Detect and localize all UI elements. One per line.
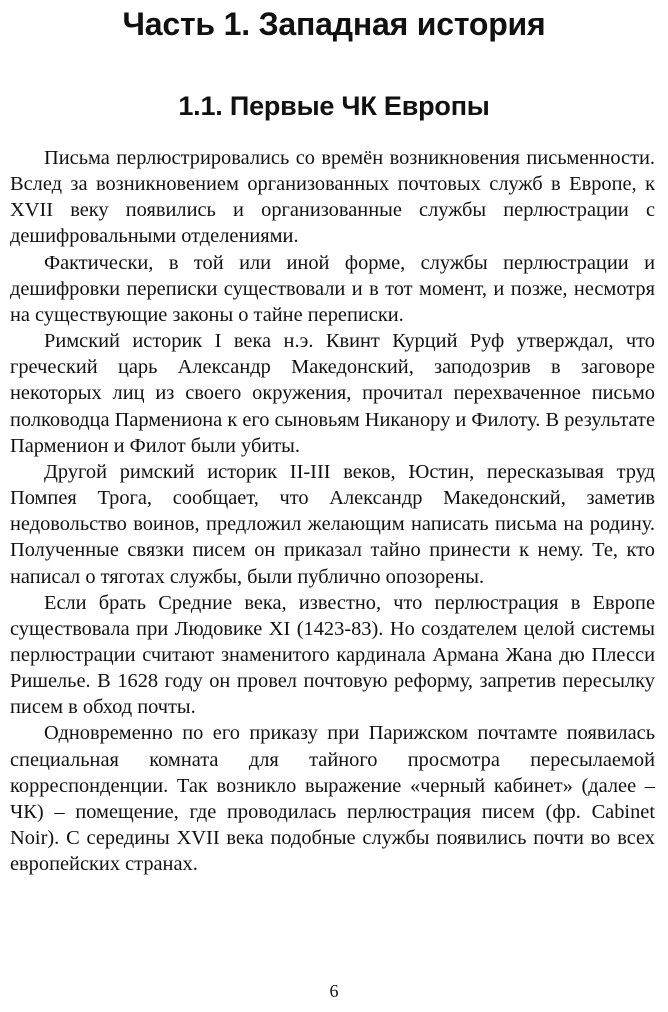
body-text — [10, 145, 655, 877]
paragraph-1: Письма перлюстрировались со времён возникновения письменности. Вслед за возникновением организованных почтовых служб в Европе, к XVII веку появились и организованные службы перлюстрации с дешифровальными отделениями. — [10, 147, 655, 248]
paragraph-4: Другой римский историк II-III веков, Юстин, пересказывая труд Помпея Трога, сообщает, что Александр Македонский, заметив недовольство воинов, предложил желающим написать письма на родину. Полученные связки писем он приказал тайно принести к нему. Те, кто написал о тяготах службы, были публично опозорены. — [10, 460, 655, 588]
paragraph-3: Римский историк I века н.э. Квинт Курций Руф утверждал, что греческий царь Александр Македонский, заподозрив в заговоре некоторых лиц из своего окружения, прочитал перехваченное письмо полководца Пармениона к его сыновьям Никанору и Филоту. В результате Парменион и Филот были убиты. — [10, 330, 655, 457]
chapter-title: Часть 1. Западная история — [122, 6, 546, 42]
paragraph-5: Если брать Средние века, известно, что перлюстрация в Европе существовала при Людовике XI (1423-83). Но создателем целой системы перлюстрации считают знаменитого кардинала Армана Жана дю Плесси Ришелье. В 1628 году он провел почтовую реформу, запретив пересылку писем в обход почты. — [10, 591, 655, 719]
paragraph-2: Фактически, в той или иной форме, службы перлюстрации и дешифровки переписки существовали и в тот момент, и позже, несмотря на существующие законы о тайне переписки. — [10, 251, 655, 326]
section-title: 1.1. Первые ЧК Европы — [178, 91, 490, 121]
page-number: 6 — [329, 981, 339, 1001]
paragraph-6: Одновременно по его приказу при Парижском почтамте появилась специальная комната для тайного просмотра пересылаемой корреспонденции. Так возникло выражение «черный кабинет» (далее – ЧК) – помещение, где проводилась перлюстрация писем (фр. Cabinet Noir). С середины XVII века подобные службы появились почти во всех европейских странах. — [10, 722, 655, 876]
